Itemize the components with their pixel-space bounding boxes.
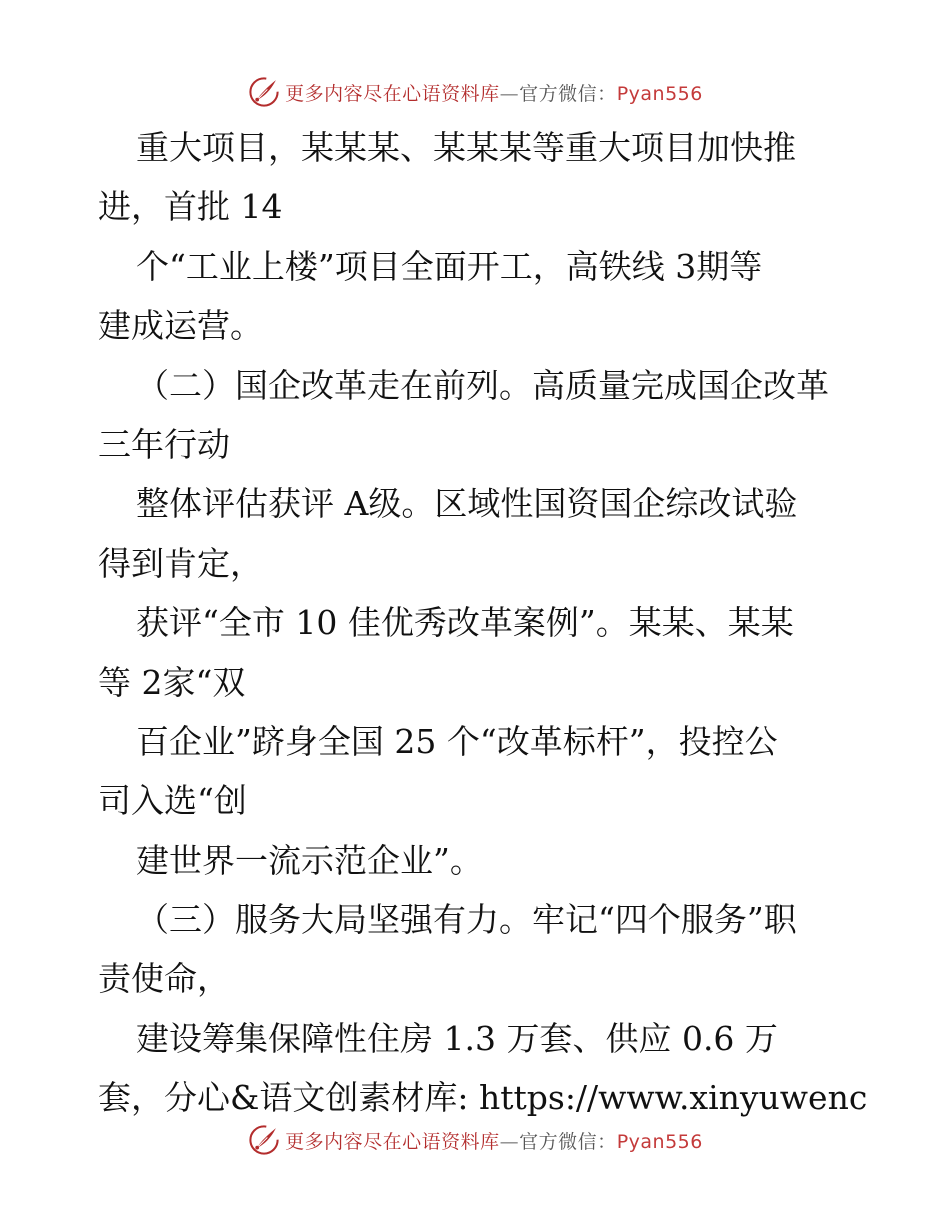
text-line: 进，首批 14 [98, 187, 283, 227]
text-line: 建设筹集保障性住房 1.3 万套、供应 0.6 万 [136, 1018, 778, 1058]
watermark-separator: — [499, 82, 520, 105]
text-line: （三）服务大局坚强有力。牢记“四个服务”职 [136, 900, 797, 940]
text-line: 重大项目，某某某、某某某等重大项目加快推 [136, 128, 796, 167]
text-line: 百企业”跻身全国 25 个“改革标杆”，投控公 [136, 721, 778, 761]
text-line: 个“工业上楼”项目全面开工，高铁线 3期等 [136, 246, 763, 286]
watermark-id: Pyan556 [616, 82, 703, 105]
text-line: 建成运营。 [98, 306, 263, 346]
watermark-prefix: 官方微信： [519, 1130, 617, 1153]
text-line: 套，分心&语文创素材库: https://www.xinyuwenc [98, 1078, 868, 1118]
watermark-text [285, 1127, 703, 1154]
watermark-text [285, 79, 703, 106]
document-body [98, 118, 878, 1128]
watermark-id: Pyan556 [616, 1130, 703, 1153]
footer-watermark [0, 1120, 950, 1160]
text-line: 三年行动 [98, 424, 230, 464]
header-watermark [0, 72, 950, 112]
text-line: 责使命， [98, 959, 230, 999]
feather-quill-logo-icon [247, 75, 281, 109]
text-line: 得到肯定， [98, 543, 263, 583]
text-line: （二）国企改革走在前列。高质量完成国企改革 [136, 365, 829, 405]
text-line: 获评“全市 10 佳优秀改革案例”。某某、某某 [136, 603, 794, 643]
text-line: 司入选“创 [98, 781, 247, 821]
watermark-separator: — [499, 1130, 520, 1153]
text-line: 建世界一流示范企业”。 [136, 840, 483, 880]
watermark-main: 更多内容尽在心语资料库 [285, 1130, 500, 1153]
text-line: 等 2家“双 [98, 662, 246, 702]
watermark-prefix: 官方微信： [519, 82, 617, 105]
text-line: 整体评估获评 A级。区域性国资国企综改试验 [136, 484, 798, 524]
feather-quill-logo-icon [247, 1123, 281, 1157]
watermark-main: 更多内容尽在心语资料库 [285, 82, 500, 105]
